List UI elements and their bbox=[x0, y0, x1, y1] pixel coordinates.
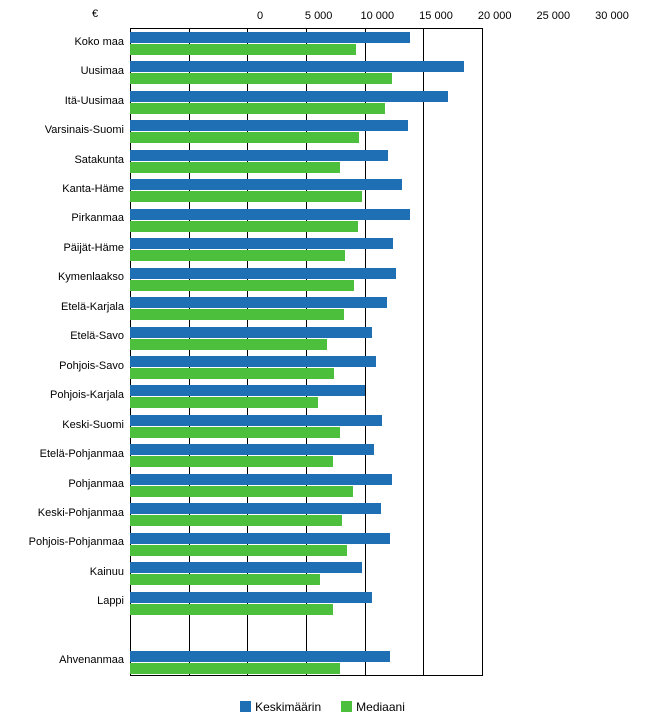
category-label: Itä-Uusimaa bbox=[64, 94, 124, 107]
category-label: Lappi bbox=[97, 595, 124, 608]
category-label: Pohjanmaa bbox=[68, 477, 124, 490]
x-tick-label: 5 000 bbox=[304, 10, 333, 22]
x-tick-label: 0 bbox=[256, 10, 264, 22]
chart-legend bbox=[0, 700, 645, 714]
category-label: Kanta-Häme bbox=[62, 183, 124, 195]
category-label: Etelä-Savo bbox=[70, 330, 124, 343]
x-axis-tick-labels bbox=[130, 0, 629, 22]
legend-item[interactable] bbox=[240, 700, 321, 714]
category-label: Koko maa bbox=[74, 35, 124, 48]
x-tick-label: 10 000 bbox=[360, 10, 395, 22]
legend-swatch-icon bbox=[341, 701, 352, 712]
legend-item[interactable] bbox=[341, 700, 405, 714]
category-label: Kainuu bbox=[89, 565, 124, 578]
category-label: Keski-Suomi bbox=[62, 418, 124, 431]
category-label: Uusimaa bbox=[80, 65, 124, 78]
category-label: Pirkanmaa bbox=[71, 212, 124, 225]
legend-label: Keskimäärin bbox=[255, 700, 322, 714]
category-label: Etelä-Pohjanmaa bbox=[39, 448, 124, 461]
category-label: Pohjois-Savo bbox=[59, 359, 124, 372]
category-label: Päijät-Häme bbox=[63, 241, 124, 254]
category-label: Varsinais-Suomi bbox=[44, 124, 124, 137]
category-label: Ahvenanmaa bbox=[59, 654, 124, 667]
x-axis-unit-label: € bbox=[92, 8, 99, 20]
category-label: Pohjois-Karjala bbox=[50, 389, 124, 402]
y-axis-category-labels bbox=[0, 28, 645, 676]
category-label: Keski-Pohjanmaa bbox=[37, 507, 124, 519]
x-tick-label: 20 000 bbox=[477, 10, 512, 22]
category-label: Etelä-Karjala bbox=[61, 300, 124, 313]
x-tick-label: 30 000 bbox=[595, 10, 629, 22]
legend-swatch-icon bbox=[240, 701, 251, 712]
category-label: Satakunta bbox=[74, 153, 124, 166]
legend-label: Mediaani bbox=[356, 700, 405, 714]
x-tick-label: 25 000 bbox=[536, 10, 571, 22]
x-tick-label: 15 000 bbox=[419, 10, 453, 22]
category-label: Kymenlaakso bbox=[57, 271, 124, 284]
category-label: Pohjois-Pohjanmaa bbox=[28, 536, 124, 549]
